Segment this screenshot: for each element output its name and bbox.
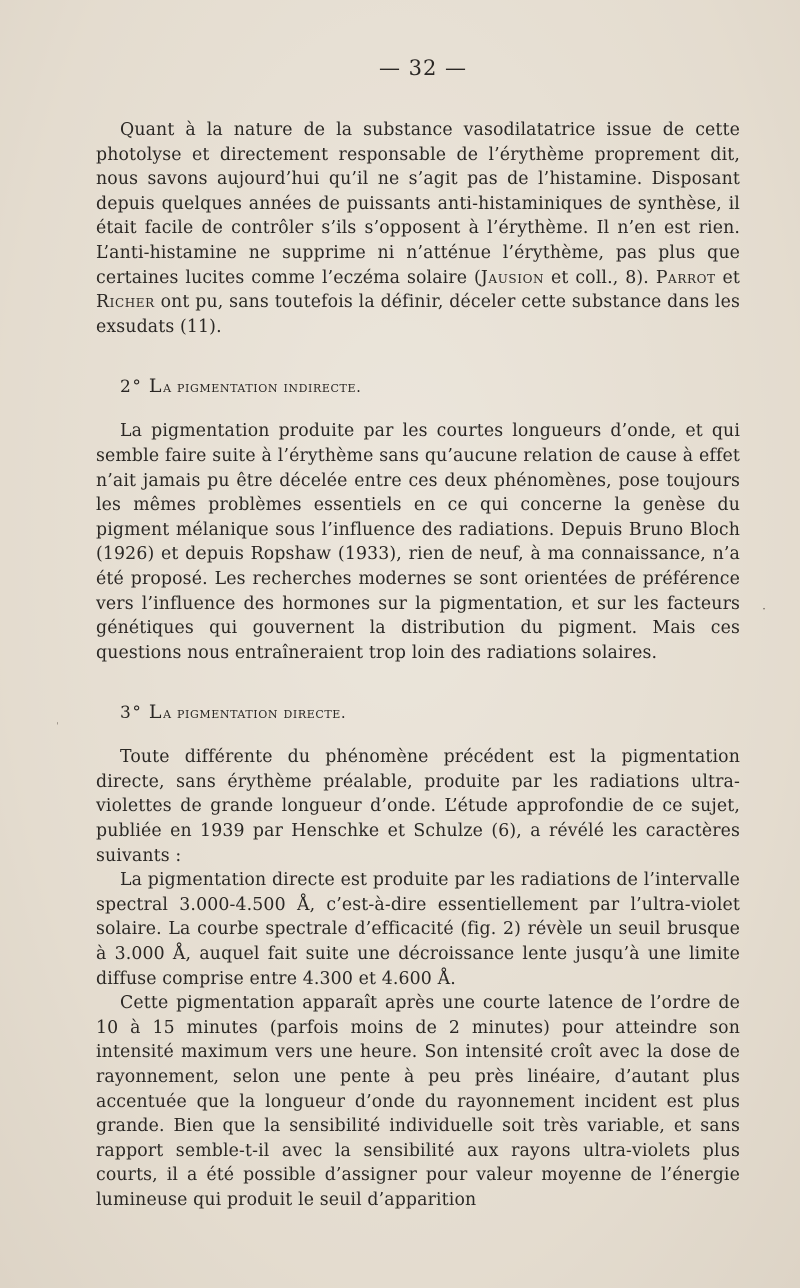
section-heading-direct-pigmentation: [120, 701, 740, 723]
paragraph-direct-pigmentation-intro: Toute différente du phénomène précédent est la pigmentation directe, sans érythème préalable, produite par les radiations ultra-violettes de grande longueur d’onde. L’étude approfondie de ce sujet, publiée en 1939 par Henschke et Schulze (6), a révélé les caractères suivants :: [96, 747, 740, 866]
paragraph-latency-intensity: Cette pigmentation apparaît après une courte latence de l’ordre de 10 à 15 minutes (parfois moins de 2 minutes) pour atteindre son intensité maximum vers une heure. Son intensité croît avec la dose de rayonnement, selon une pente à peu près linéaire, d’autant plus accentuée que la longueur d’onde du rayonnement incident est plus grande. Bien que la sensibilité individuelle soit très variable, et sans rapport semble-t-il avec la sensibilité aux rayons ultra-violets plus courts, il a été possible d’assigner pour valeur moyenne de l’énergie lumineuse qui produit le seuil d’apparition: [96, 993, 740, 1210]
heading-text: a pigmentation directe.: [163, 704, 347, 723]
paragraph-text: ont pu, sans toutefois la définir, déceler cette substance dans les exsudats (11).: [96, 292, 740, 337]
heading-initial: L: [148, 375, 164, 398]
author-name: Richer: [96, 292, 155, 313]
paragraph-indirect-pigmentation: La pigmentation produite par les courtes longueurs d’onde, et qui semble faire suite à l’érythème sans qu’aucune relation de cause à effet n’ait jamais pu être décelée entre ces deux phénomènes, pose toujours les mêmes problèmes essentiels en ce qui concerne la genèse du pigment mélanique sous l’influence des radiations. Depuis Bruno Bloch (1926) et depuis Ropshaw (1933), rien de neuf, à ma connaissance, n’a été proposé. Les recherches modernes se sont orientées de préférence vers l’influence des hormones sur la pigmentation, et sur les facteurs génétiques qui gouvernent la distribution du pigment. Mais ces questions nous entraîneraient trop loin des radiations solaires.: [96, 421, 740, 663]
author-name: Jausion: [480, 267, 545, 288]
heading-initial: L: [148, 701, 164, 724]
paragraph-text: Quant à la nature de la substance vasodilatatrice issue de cette photolyse et directement responsable de l’érythème proprement dit, nous savons aujourd’hui qu’il ne s’agit pas de l’histamine. Disposant depuis quelques années de puissants anti-histaminiques de synthèse, il était facile de contrôler s’ils s’opposent à l’érythème. Il n’en est rien. L’anti-histamine ne supprime ni n’atténue l’érythème, pas plus que certaines lucites comme l’eczéma solaire (: [96, 120, 740, 288]
paragraph-spectral-range: La pigmentation directe est produite par les radiations de l’intervalle spectral 3.000-4.500 Å, c’est-à-dire essentiellement par l’ultra-violet solaire. La courbe spectrale d’efficacité (fig. 2) révèle un seuil brusque à 3.000 Å, auquel fait suite une décroissance lente jusqu’à une limite diffuse comprise entre 4.300 et 4.600 Å.: [96, 870, 740, 989]
author-name: Parrot: [655, 267, 716, 288]
section-heading-indirect-pigmentation: [120, 375, 740, 397]
section-number: 2°: [120, 377, 143, 398]
paragraph-text: et: [715, 267, 740, 288]
page-number: — 32 —: [378, 56, 468, 80]
margin-mark: ·: [762, 602, 766, 616]
section-number: 3°: [120, 703, 143, 724]
margin-mark: ˈ: [56, 722, 59, 733]
paragraph-photolysis: [96, 118, 740, 339]
paragraph-text: et coll., 8).: [544, 267, 656, 288]
heading-text: a pigmentation indirecte.: [163, 378, 362, 397]
